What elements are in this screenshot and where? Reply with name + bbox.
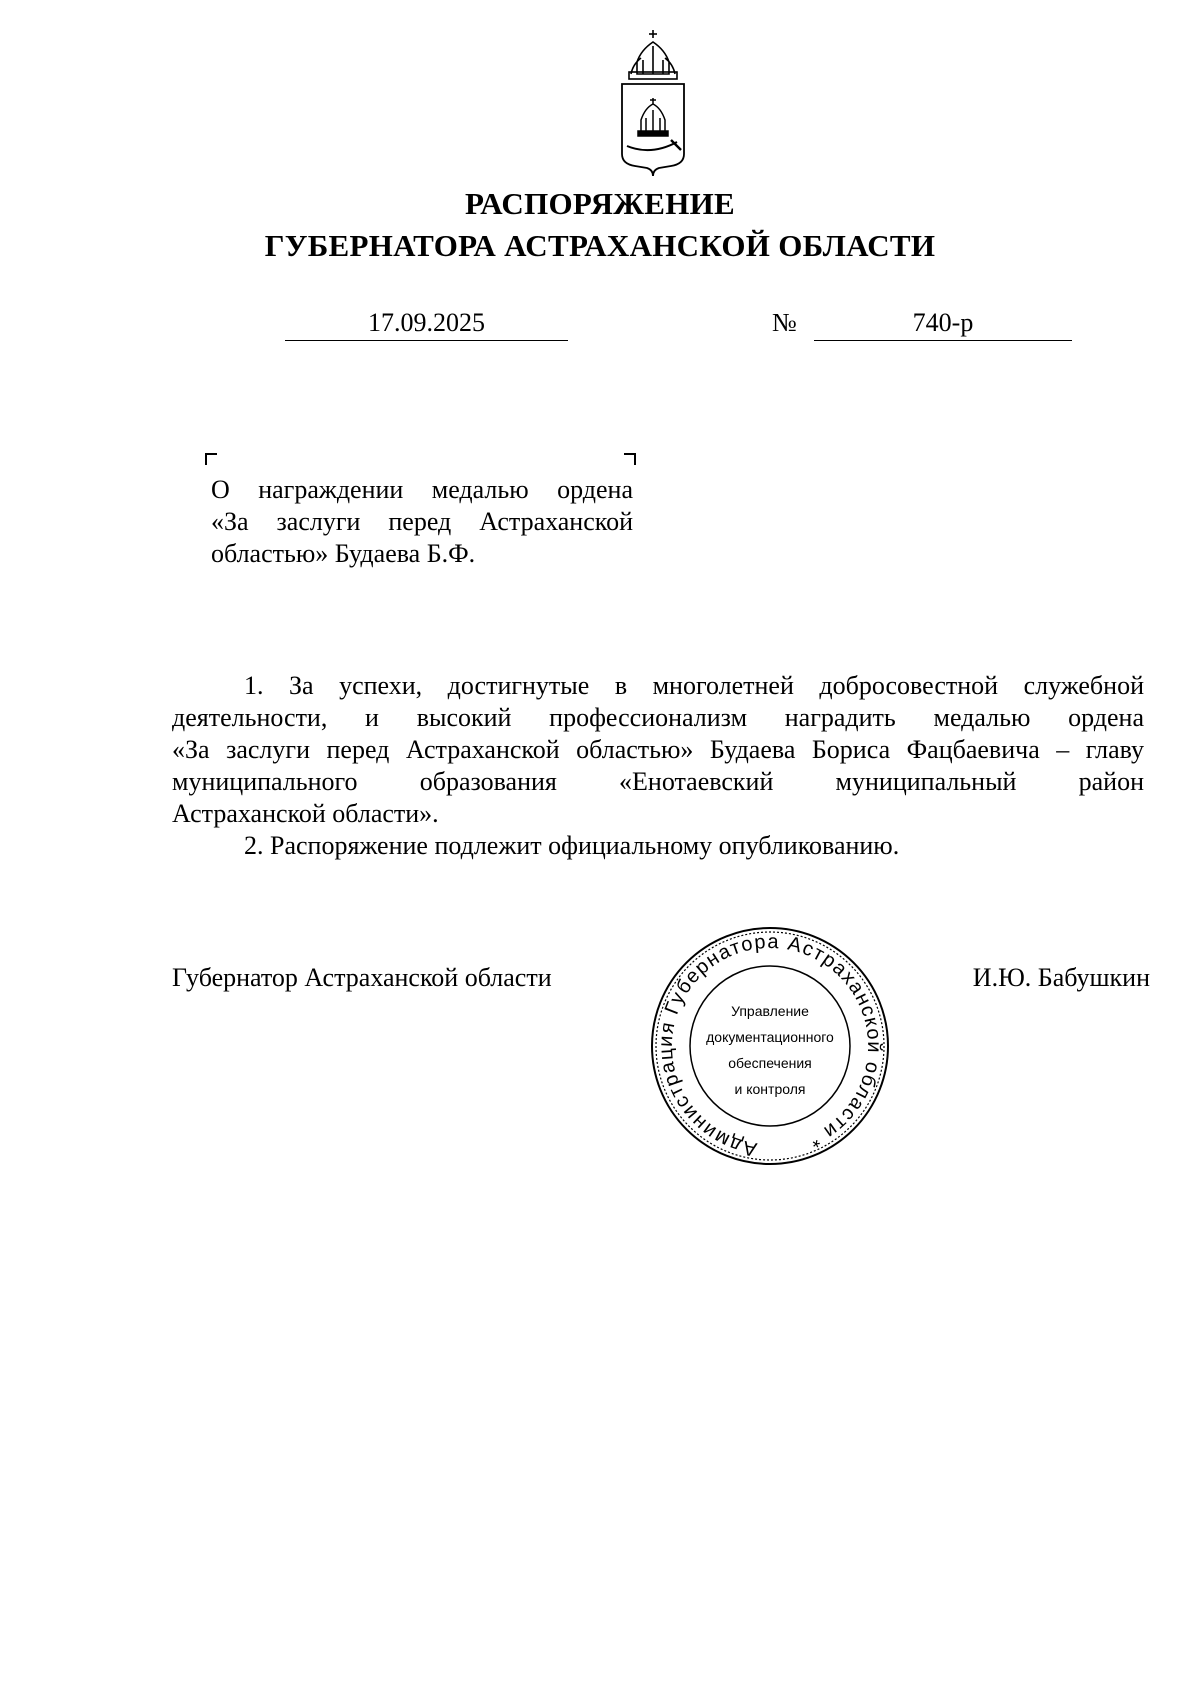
document-body xyxy=(172,670,1144,862)
subject-corner-top-right xyxy=(624,453,636,465)
body-line: «За заслуги перед Астраханской областью» Будаева Бориса Фацбаевича – главу xyxy=(172,735,1144,764)
stamp-inner-line: Управление xyxy=(731,1003,809,1019)
body-line: 1. За успехи, достигнутые в многолетней добросовестной служебной xyxy=(244,671,1144,700)
body-paragraph-2: 2. Распоряжение подлежит официальному опубликованию. xyxy=(244,831,900,860)
number-label: № xyxy=(772,308,797,337)
body-line: деятельности, и высокий профессионализм наградить медалью ордена xyxy=(172,703,1144,732)
body-line: Астраханской области». xyxy=(172,799,439,828)
stamp-inner-line: документационного xyxy=(706,1029,834,1045)
stamp-inner-line: и контроля xyxy=(734,1081,806,1097)
subject-corner-top-left xyxy=(205,453,217,465)
signatory-name: И.Ю. Бабушкин xyxy=(972,963,1150,992)
issuer-title: ГУБЕРНАТОРА АСТРАХАНСКОЙ ОБЛАСТИ xyxy=(264,228,936,263)
stamp-outer-text: Администрация Губернатора Астраханской области * xyxy=(654,930,886,1161)
subject-line: «За заслуги перед Астраханской xyxy=(211,507,633,536)
stamp-inner-line: обеспечения xyxy=(728,1055,812,1071)
signatory-position: Губернатор Астраханской области xyxy=(172,963,552,992)
body-line: муниципального образования «Енотаевский муниципальный район xyxy=(172,767,1144,796)
document-type-title: РАСПОРЯЖЕНИЕ xyxy=(464,186,736,221)
document-date: 17.09.2025 xyxy=(285,306,568,341)
coat-of-arms-icon xyxy=(615,28,691,178)
document-subject xyxy=(211,474,633,570)
document-number: 740-р xyxy=(814,306,1072,341)
subject-line: областью» Будаева Б.Ф. xyxy=(211,539,476,568)
subject-line: О награждении медалью ордена xyxy=(211,475,633,504)
official-stamp xyxy=(648,924,892,1168)
